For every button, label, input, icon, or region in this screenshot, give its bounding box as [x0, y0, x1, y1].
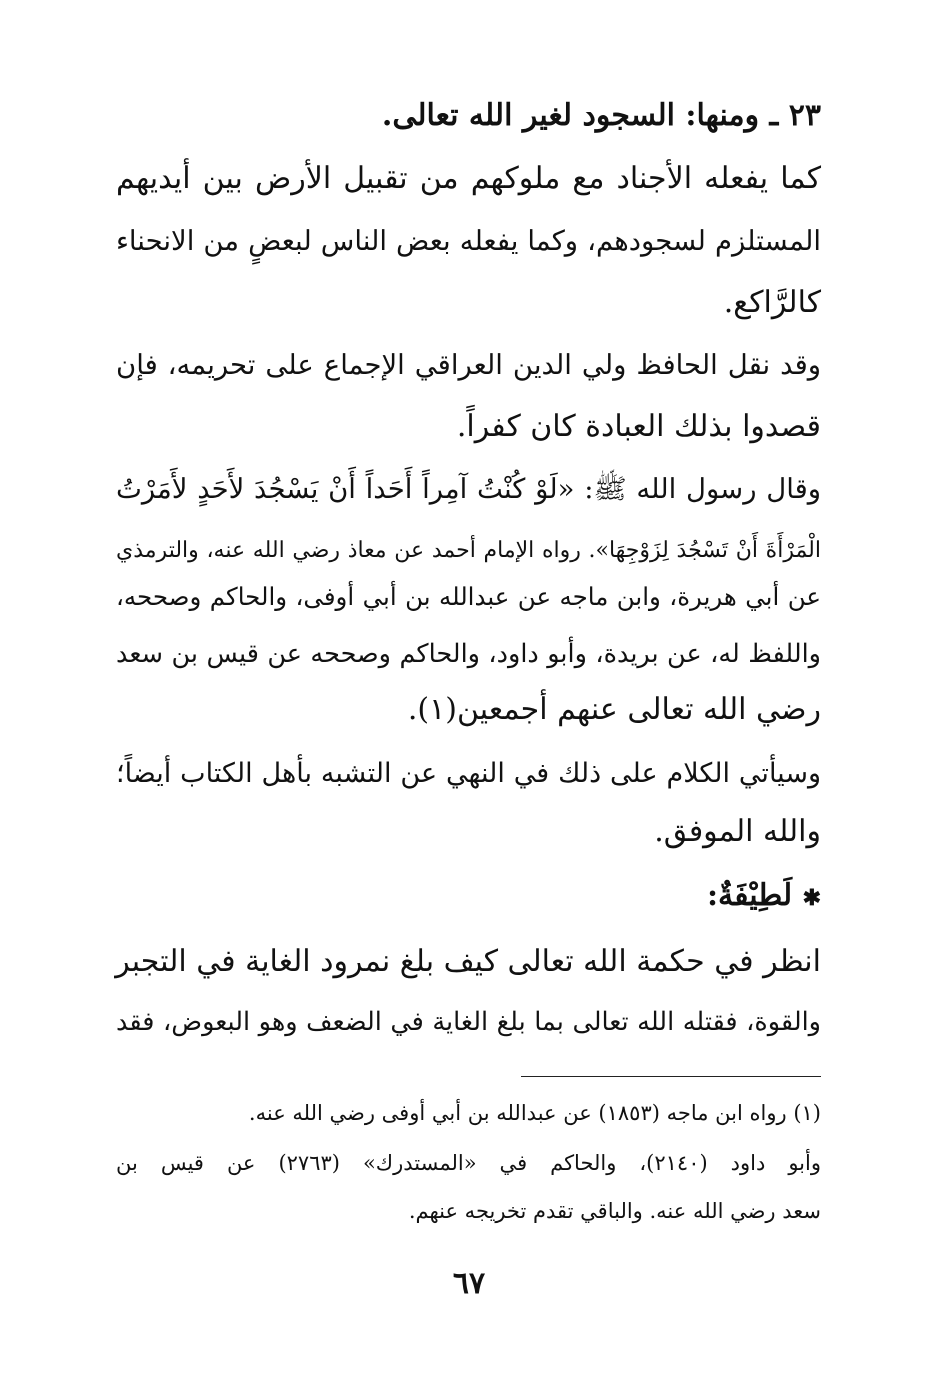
paragraph-4-line-1: وسيأتي الكلام على ذلك في النهي عن التشبه بأهل الكتاب أيضاً؛ — [116, 758, 821, 789]
paragraph-3-line-5: رضي الله تعالى عنهم أجمعين(١). — [407, 692, 821, 727]
paragraph-3-line-3: عن أبي هريرة، وابن ماجه عن عبدالله بن أبي أوفى، والحاكم وصححه، — [116, 582, 821, 611]
footnote-1-line-3: سعد رضي الله عنه. والباقي تقدم تخريجه عنهم. — [408, 1199, 821, 1223]
paragraph-3-line-1: وقال رسول الله ﷺ: «لَوْ كُنْتُ آمِراً أَحَداً أَنْ يَسْجُدَ لأَحَدٍ لأَمَرْتُ — [116, 473, 821, 505]
subheading-text: لَطِيْفَةٌ: — [706, 878, 793, 913]
footnote-divider — [521, 1076, 821, 1077]
subheading — [116, 872, 821, 922]
footnote-1-line-1: (١) رواه ابن ماجه (١٨٥٣) عن عبدالله بن أبي أوفى رضي الله عنه. — [248, 1101, 821, 1125]
page-number: ٦٧ — [452, 1266, 486, 1301]
paragraph-3-line-4: واللفظ له، عن بريدة، وأبو داود، والحاكم وصححه عن قيس بن سعد — [116, 639, 821, 669]
star-icon: ✱ — [802, 885, 821, 911]
footnote-1-line-2: وأبو داود (٢١٤٠)، والحاكم في «المستدرك» (٢٧٦٣) عن قيس بن — [116, 1151, 821, 1175]
paragraph-1-line-2: المستلزم لسجودهم، وكما يفعله بعض الناس لبعضٍ من الانحناء — [116, 225, 821, 257]
closing-paragraph-line-2: والقوة، فقتله الله تعالى بما بلغ الغاية في الضعف وهو البعوض، فقد — [116, 1007, 821, 1037]
paragraph-2-line-1: وقد نقل الحافظ ولي الدين العراقي الإجماع على تحريمه، فإن — [116, 349, 821, 381]
paragraph-4-line-2: والله الموفق. — [654, 814, 821, 849]
paragraph-1-line-3: كالرَّاكع. — [723, 285, 821, 320]
section-heading: ٢٣ ـ ومنها: السجود لغير الله تعالى. — [381, 98, 821, 133]
closing-paragraph-line-1: انظر في حكمة الله تعالى كيف بلغ نمرود الغاية في التجبر — [115, 944, 821, 979]
paragraph-1-line-1: كما يفعله الأجناد مع ملوكهم من تقبيل الأرض بين أيديهم — [116, 161, 821, 196]
paragraph-3-line-2: الْمَرْأَةَ أَنْ تَسْجُدَ لِزَوْجِهَا». رواه الإمام أحمد عن معاذ رضي الله عنه، والترمذي — [116, 538, 821, 563]
paragraph-2-line-2: قصدوا بذلك العبادة كان كفراً. — [456, 409, 821, 444]
